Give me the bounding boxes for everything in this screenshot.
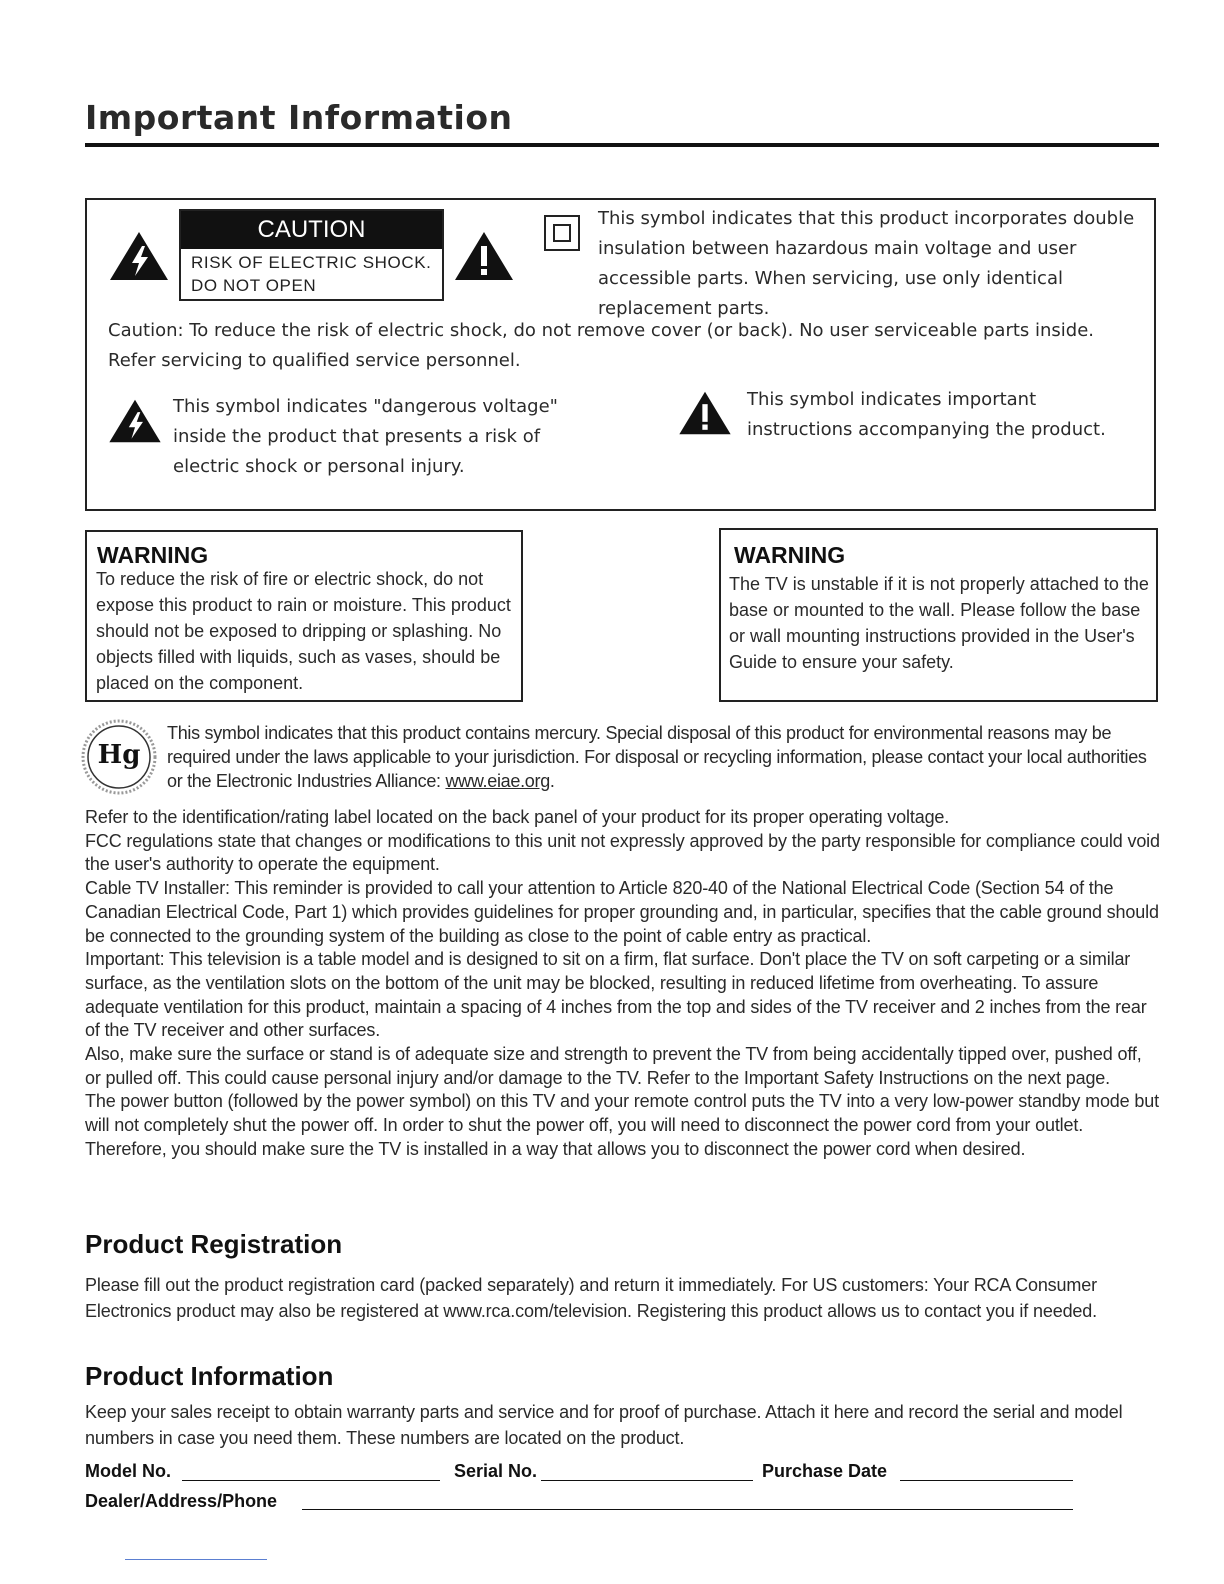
paragraph-power: The power button (followed by the power symbol) on this TV and your remote control puts the TV into a very low-power standby mode but will not completely shut the power off. In order to shut the power off, you will need to disconnect the power cord from your outlet. Therefore, you should make sure the TV is installed in a way that allows you to disconnect the power cord when desired. — [85, 1091, 1159, 1159]
double-square-inner — [553, 224, 571, 242]
paragraph-voltage: Refer to the identification/rating label located on the back panel of your product for its proper operating voltage. — [85, 807, 950, 827]
warning-text: The TV is unstable if it is not properly attached to the base or mounted to the wall. Please follow the base or wall mounting instructions provided in the User's Guide to ensure your safety. — [729, 574, 1149, 672]
lightning-triangle-icon — [107, 398, 163, 444]
caution-label-line-1: RISK OF ELECTRIC SHOCK. — [191, 253, 432, 272]
mercury-text-body: This symbol indicates that this product contains mercury. Special disposal of this product for environmental reasons may be required under the laws applicable to your jurisdiction. For disposal or recycling information, please contact your local authorities or the Electronic Industries Alliance: — [167, 723, 1147, 791]
caution-label-line-2: DO NOT OPEN — [191, 276, 317, 295]
paragraph-fcc: FCC regulations state that changes or modifications to this unit not expressly approved by the party responsible for compliance could void the user's authority to operate the equipment. — [85, 830, 1160, 875]
information-heading: Product Information — [85, 1361, 334, 1391]
caution-label — [179, 209, 444, 301]
paragraph-cable-installer: Cable TV Installer: This reminder is provided to call your attention to Article 820-40 of the National Electrical Code (Section 54 of the Canadian Electrical Code, Part 1) which provides guidelines for proper grounding and, in particular, specifies that the cable ground should be connected to the grounding system of the building as close to the point of cable entry as practical. — [85, 878, 1159, 946]
paragraph-surface: Also, make sure the surface or stand is of adequate size and strength to prevent the TV from being accidentally tipped over, pushed off, or pulled off. This could cause personal injury and/or damage to the TV. Refer to the Important Safety Instructions on the next page. — [85, 1044, 1142, 1088]
model-field[interactable] — [182, 1480, 440, 1481]
mercury-text-end: . — [549, 771, 555, 791]
important-instructions-text: This symbol indicates important instructions accompanying the product. — [747, 389, 1106, 440]
mercury-icon-label: Hg — [97, 740, 141, 770]
warning-box-left — [85, 530, 523, 702]
mercury-text — [167, 721, 1157, 793]
eiae-link[interactable]: www.eiae.org — [445, 771, 550, 791]
dealer-label: Dealer/Address/Phone — [85, 1491, 278, 1511]
caution-label-head: CAUTION — [181, 211, 442, 249]
dealer-field[interactable] — [302, 1509, 1073, 1510]
lightning-triangle-icon — [108, 230, 170, 282]
purchase-date-label: Purchase Date — [762, 1461, 888, 1481]
footer-rule — [125, 1559, 267, 1560]
warning-text: To reduce the risk of fire or electric shock, do not expose this product to rain or moisture. This product should not be exposed to dripping or splashing. No objects filled with liquids, such as vases, should be placed on the component. — [96, 569, 511, 693]
information-text: Keep your sales receipt to obtain warranty parts and service and for proof of purchase. Attach it here and record the serial and model numbers in case you need them. These numbers are located on the product. — [85, 1402, 1123, 1448]
paragraph-table-model: Important: This television is a table model and is designed to sit on a firm, flat surface. Don't place the TV on soft carpeting or a similar surface, as the ventilation slots on the bottom of the unit may be blocked, resulting in reduced lifetime from overheating. To assure adequate ventilation for this product, maintain a spacing of 4 inches from the top and sides of the TV receiver and 2 inches from the rear of the TV receiver and other surfaces. — [85, 949, 1147, 1041]
double-square-icon — [544, 215, 580, 251]
serial-field[interactable] — [541, 1480, 753, 1481]
caution-text: Caution: To reduce the risk of electric shock, do not remove cover (or back). No user serviceable parts inside. Refer servicing to qualified service personnel. — [108, 320, 1095, 371]
exclamation-triangle-icon — [453, 230, 515, 282]
page-title: Important Information — [85, 98, 513, 137]
exclamation-triangle-icon — [677, 390, 733, 436]
title-rule — [85, 143, 1159, 147]
purchase-date-field[interactable] — [900, 1480, 1073, 1481]
registration-text: Please fill out the product registration card (packed separately) and return it immediately. For US customers: Your RCA Consumer Electronics product may also be registered at www.rca.com/television. Registering this product allows us to contact you if needed. — [85, 1275, 1098, 1321]
serial-label: Serial No. — [454, 1461, 538, 1481]
registration-heading: Product Registration — [85, 1229, 343, 1259]
double-insulation-text: This symbol indicates that this product incorporates double insulation between hazardous main voltage and user accessible parts. When servicing, use only identical replacement parts. — [598, 208, 1135, 319]
model-label: Model No. — [85, 1461, 171, 1481]
warning-title: WARNING — [97, 542, 209, 568]
warning-title: WARNING — [734, 542, 846, 568]
dangerous-voltage-text: This symbol indicates "dangerous voltage" inside the product that presents a risk of electric shock or personal injury. — [173, 396, 558, 477]
warning-box-right — [719, 528, 1158, 702]
body-paragraphs — [85, 806, 1160, 1162]
